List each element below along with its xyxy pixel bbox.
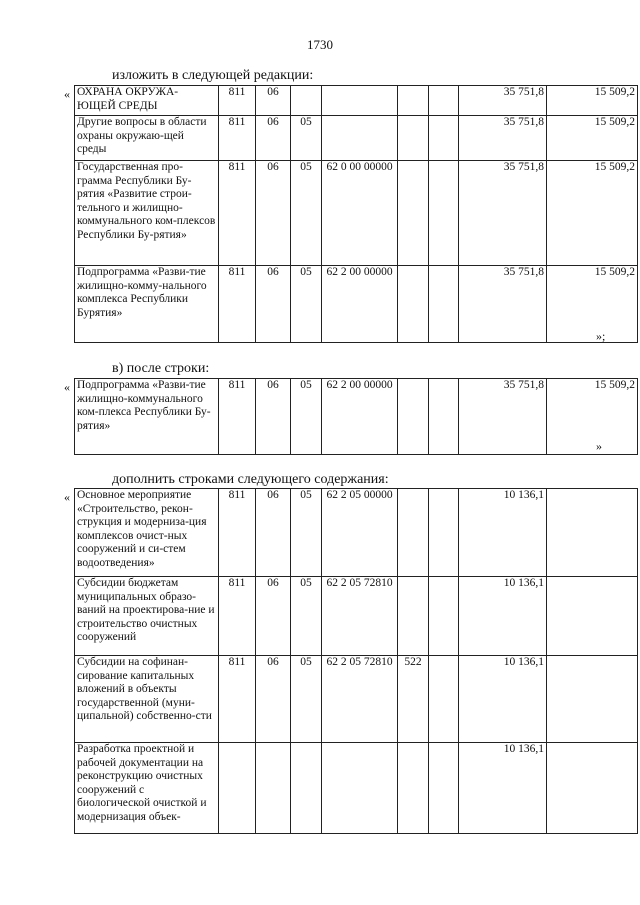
cell-sum-2 [547, 743, 638, 834]
cell-empty [429, 489, 459, 577]
row-name: Субсидии на софинан-сирование капитальных вложений в объекты государственной (муни-ципальной) собственно-сти [75, 656, 219, 743]
cell-pr [291, 86, 322, 116]
cell-cs [322, 743, 398, 834]
budget-table-2 [74, 378, 638, 455]
row-name: Субсидии бюджетам муниципальных образо-ваний на проектирова-ние и строительство очистных сооружений [75, 577, 219, 656]
cell-empty [429, 266, 459, 343]
cell-empty [429, 656, 459, 743]
cell-pr: 05 [291, 116, 322, 161]
cell-gr: 811 [219, 656, 256, 743]
cell-pr: 05 [291, 266, 322, 343]
row-name: Государственная про-грамма Республики Бу-рятия «Развитие строи-тельного и жилищно-коммунального ком-плексов Республики Бу-рятия» [75, 161, 219, 266]
cell-pr: 05 [291, 161, 322, 266]
cell-empty [429, 86, 459, 116]
cell-sum-1: 35 751,8 [459, 266, 547, 343]
block-3-intro: дополнить строками следующего содержания: [112, 472, 389, 487]
cell-empty [429, 743, 459, 834]
table-row [75, 266, 638, 343]
cell-rz: 06 [256, 116, 291, 161]
cell-cs [322, 116, 398, 161]
cell-cs: 62 2 05 00000 [322, 489, 398, 577]
cell-vr [398, 489, 429, 577]
cell-cs: 62 0 00 00000 [322, 161, 398, 266]
cell-sum-1: 35 751,8 [459, 116, 547, 161]
cell-rz: 06 [256, 266, 291, 343]
cell-vr [398, 86, 429, 116]
block-2-close-mark: » [596, 439, 602, 453]
cell-empty [429, 116, 459, 161]
table-row [75, 577, 638, 656]
block-2-intro: в) после строки: [112, 361, 210, 376]
row-name: Основное мероприятие «Строительство, рекон-струкция и модерниза-ция комплексов очист-ных сооружений и си-стем водоотведения» [75, 489, 219, 577]
cell-sum-1: 10 136,1 [459, 743, 547, 834]
cell-rz: 06 [256, 489, 291, 577]
row-name: Разработка проектной и рабочей документации на реконструкцию очистных сооружений с биологической очисткой и модернизация объек- [75, 743, 219, 834]
cell-rz: 06 [256, 656, 291, 743]
block-2-open-quote: « [64, 380, 70, 394]
block-3-open-quote: « [64, 490, 70, 504]
cell-rz: 06 [256, 577, 291, 656]
cell-sum-2 [547, 656, 638, 743]
row-name: Другие вопросы в области охраны окружаю-щей среды [75, 116, 219, 161]
cell-pr: 05 [291, 379, 322, 455]
cell-rz: 06 [256, 161, 291, 266]
cell-empty [429, 379, 459, 455]
cell-pr: 05 [291, 489, 322, 577]
block-1-open-quote: « [64, 87, 70, 101]
cell-sum-2: 15 509,2 [547, 116, 638, 161]
cell-cs: 62 2 00 00000 [322, 266, 398, 343]
cell-pr [291, 743, 322, 834]
cell-gr [219, 743, 256, 834]
cell-sum-2: 15 509,2 [547, 266, 638, 343]
cell-vr [398, 743, 429, 834]
table-row [75, 489, 638, 577]
cell-gr: 811 [219, 266, 256, 343]
cell-vr [398, 266, 429, 343]
cell-vr [398, 379, 429, 455]
table-row [75, 379, 638, 455]
cell-empty [429, 161, 459, 266]
cell-gr: 811 [219, 577, 256, 656]
budget-table-1 [74, 85, 638, 343]
cell-sum-2 [547, 577, 638, 656]
cell-sum-1: 35 751,8 [459, 86, 547, 116]
cell-cs: 62 2 05 72810 [322, 656, 398, 743]
cell-rz: 06 [256, 379, 291, 455]
cell-rz: 06 [256, 86, 291, 116]
cell-rz [256, 743, 291, 834]
table-row [75, 116, 638, 161]
row-name: Подпрограмма «Разви-тие жилищно-комму-нального комплекса Республики Бурятия» [75, 266, 219, 343]
cell-pr: 05 [291, 656, 322, 743]
cell-gr: 811 [219, 116, 256, 161]
cell-pr: 05 [291, 577, 322, 656]
cell-sum-1: 35 751,8 [459, 379, 547, 455]
cell-gr: 811 [219, 379, 256, 455]
cell-vr [398, 161, 429, 266]
cell-vr [398, 116, 429, 161]
row-name: Подпрограмма «Разви-тие жилищно-коммунального ком-плекса Республики Бу-рятия» [75, 379, 219, 455]
table-row [75, 161, 638, 266]
cell-sum-2 [547, 489, 638, 577]
cell-empty [429, 577, 459, 656]
cell-vr [398, 577, 429, 656]
cell-gr: 811 [219, 161, 256, 266]
cell-gr: 811 [219, 489, 256, 577]
cell-vr: 522 [398, 656, 429, 743]
cell-cs: 62 2 00 00000 [322, 379, 398, 455]
cell-sum-1: 10 136,1 [459, 489, 547, 577]
cell-sum-1: 10 136,1 [459, 656, 547, 743]
cell-cs: 62 2 05 72810 [322, 577, 398, 656]
cell-sum-2: 15 509,2 [547, 86, 638, 116]
cell-sum-1: 10 136,1 [459, 577, 547, 656]
cell-sum-2: 15 509,2 [547, 379, 638, 455]
table-row [75, 656, 638, 743]
table-row [75, 86, 638, 116]
cell-sum-1: 35 751,8 [459, 161, 547, 266]
page-number: 1730 [307, 37, 333, 52]
table-row [75, 743, 638, 834]
budget-table-3 [74, 488, 638, 834]
cell-gr: 811 [219, 86, 256, 116]
cell-sum-2: 15 509,2 [547, 161, 638, 266]
cell-cs [322, 86, 398, 116]
row-name: ОХРАНА ОКРУЖА-ЮЩЕЙ СРЕДЫ [75, 86, 219, 116]
block-1-close-mark: »; [596, 329, 606, 343]
block-1-intro: изложить в следующей редакции: [112, 68, 314, 83]
